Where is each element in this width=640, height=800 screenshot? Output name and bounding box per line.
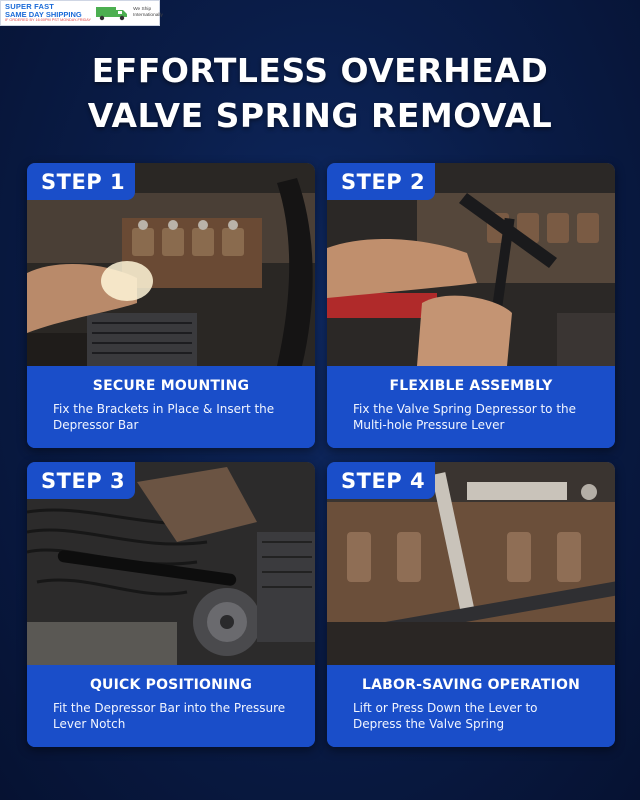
shipping-line-2: SAME DAY SHIPPING <box>5 9 82 19</box>
step-card-4 <box>327 462 615 747</box>
page-headline <box>0 48 640 138</box>
step-2-title: FLEXIBLE ASSEMBLY <box>389 378 553 394</box>
step-3-title: QUICK POSITIONING <box>89 677 253 693</box>
step-3-body <box>27 665 315 747</box>
shipping-banner <box>0 0 163 26</box>
step-4-title: LABOR-SAVING OPERATION <box>361 677 581 693</box>
step-card-2 <box>327 163 615 448</box>
step-3-description: Fit the Depressor Bar into the Pressure Lever Notch <box>53 701 286 731</box>
step-1-body <box>27 366 315 448</box>
step-1-title: SECURE MOUNTING <box>92 378 250 394</box>
step-1-label: STEP 1 <box>27 163 135 200</box>
shipping-line-1: SUPER FAST <box>5 2 55 12</box>
truck-icon <box>95 5 129 21</box>
step-4-label: STEP 4 <box>327 462 435 499</box>
headline-line-1: EFFORTLESS OVERHEAD <box>91 51 549 90</box>
international-line-2: Internationally <box>133 13 163 18</box>
step-card-3 <box>27 462 315 747</box>
step-1-description: Fix the Brackets in Place & Insert the Depressor Bar <box>53 402 275 432</box>
shipping-line-3: IF ORDERED BY 16:00PM PST MONDAY-FRIDAY <box>5 18 92 23</box>
international-shipping <box>133 7 163 18</box>
step-4-description: Lift or Press Down the Lever to Depress the Valve Spring <box>353 701 538 731</box>
international-line-1: We Ship <box>133 7 152 13</box>
shipping-text <box>5 3 91 23</box>
step-2-description: Fix the Valve Spring Depressor to the Multi-hole Pressure Lever <box>353 402 577 432</box>
step-4-body <box>327 665 615 747</box>
step-3-label: STEP 3 <box>27 462 135 499</box>
step-2-body <box>327 366 615 448</box>
step-card-1 <box>27 163 315 448</box>
headline-line-2: VALVE SPRING REMOVAL <box>87 96 553 135</box>
step-2-label: STEP 2 <box>327 163 435 200</box>
